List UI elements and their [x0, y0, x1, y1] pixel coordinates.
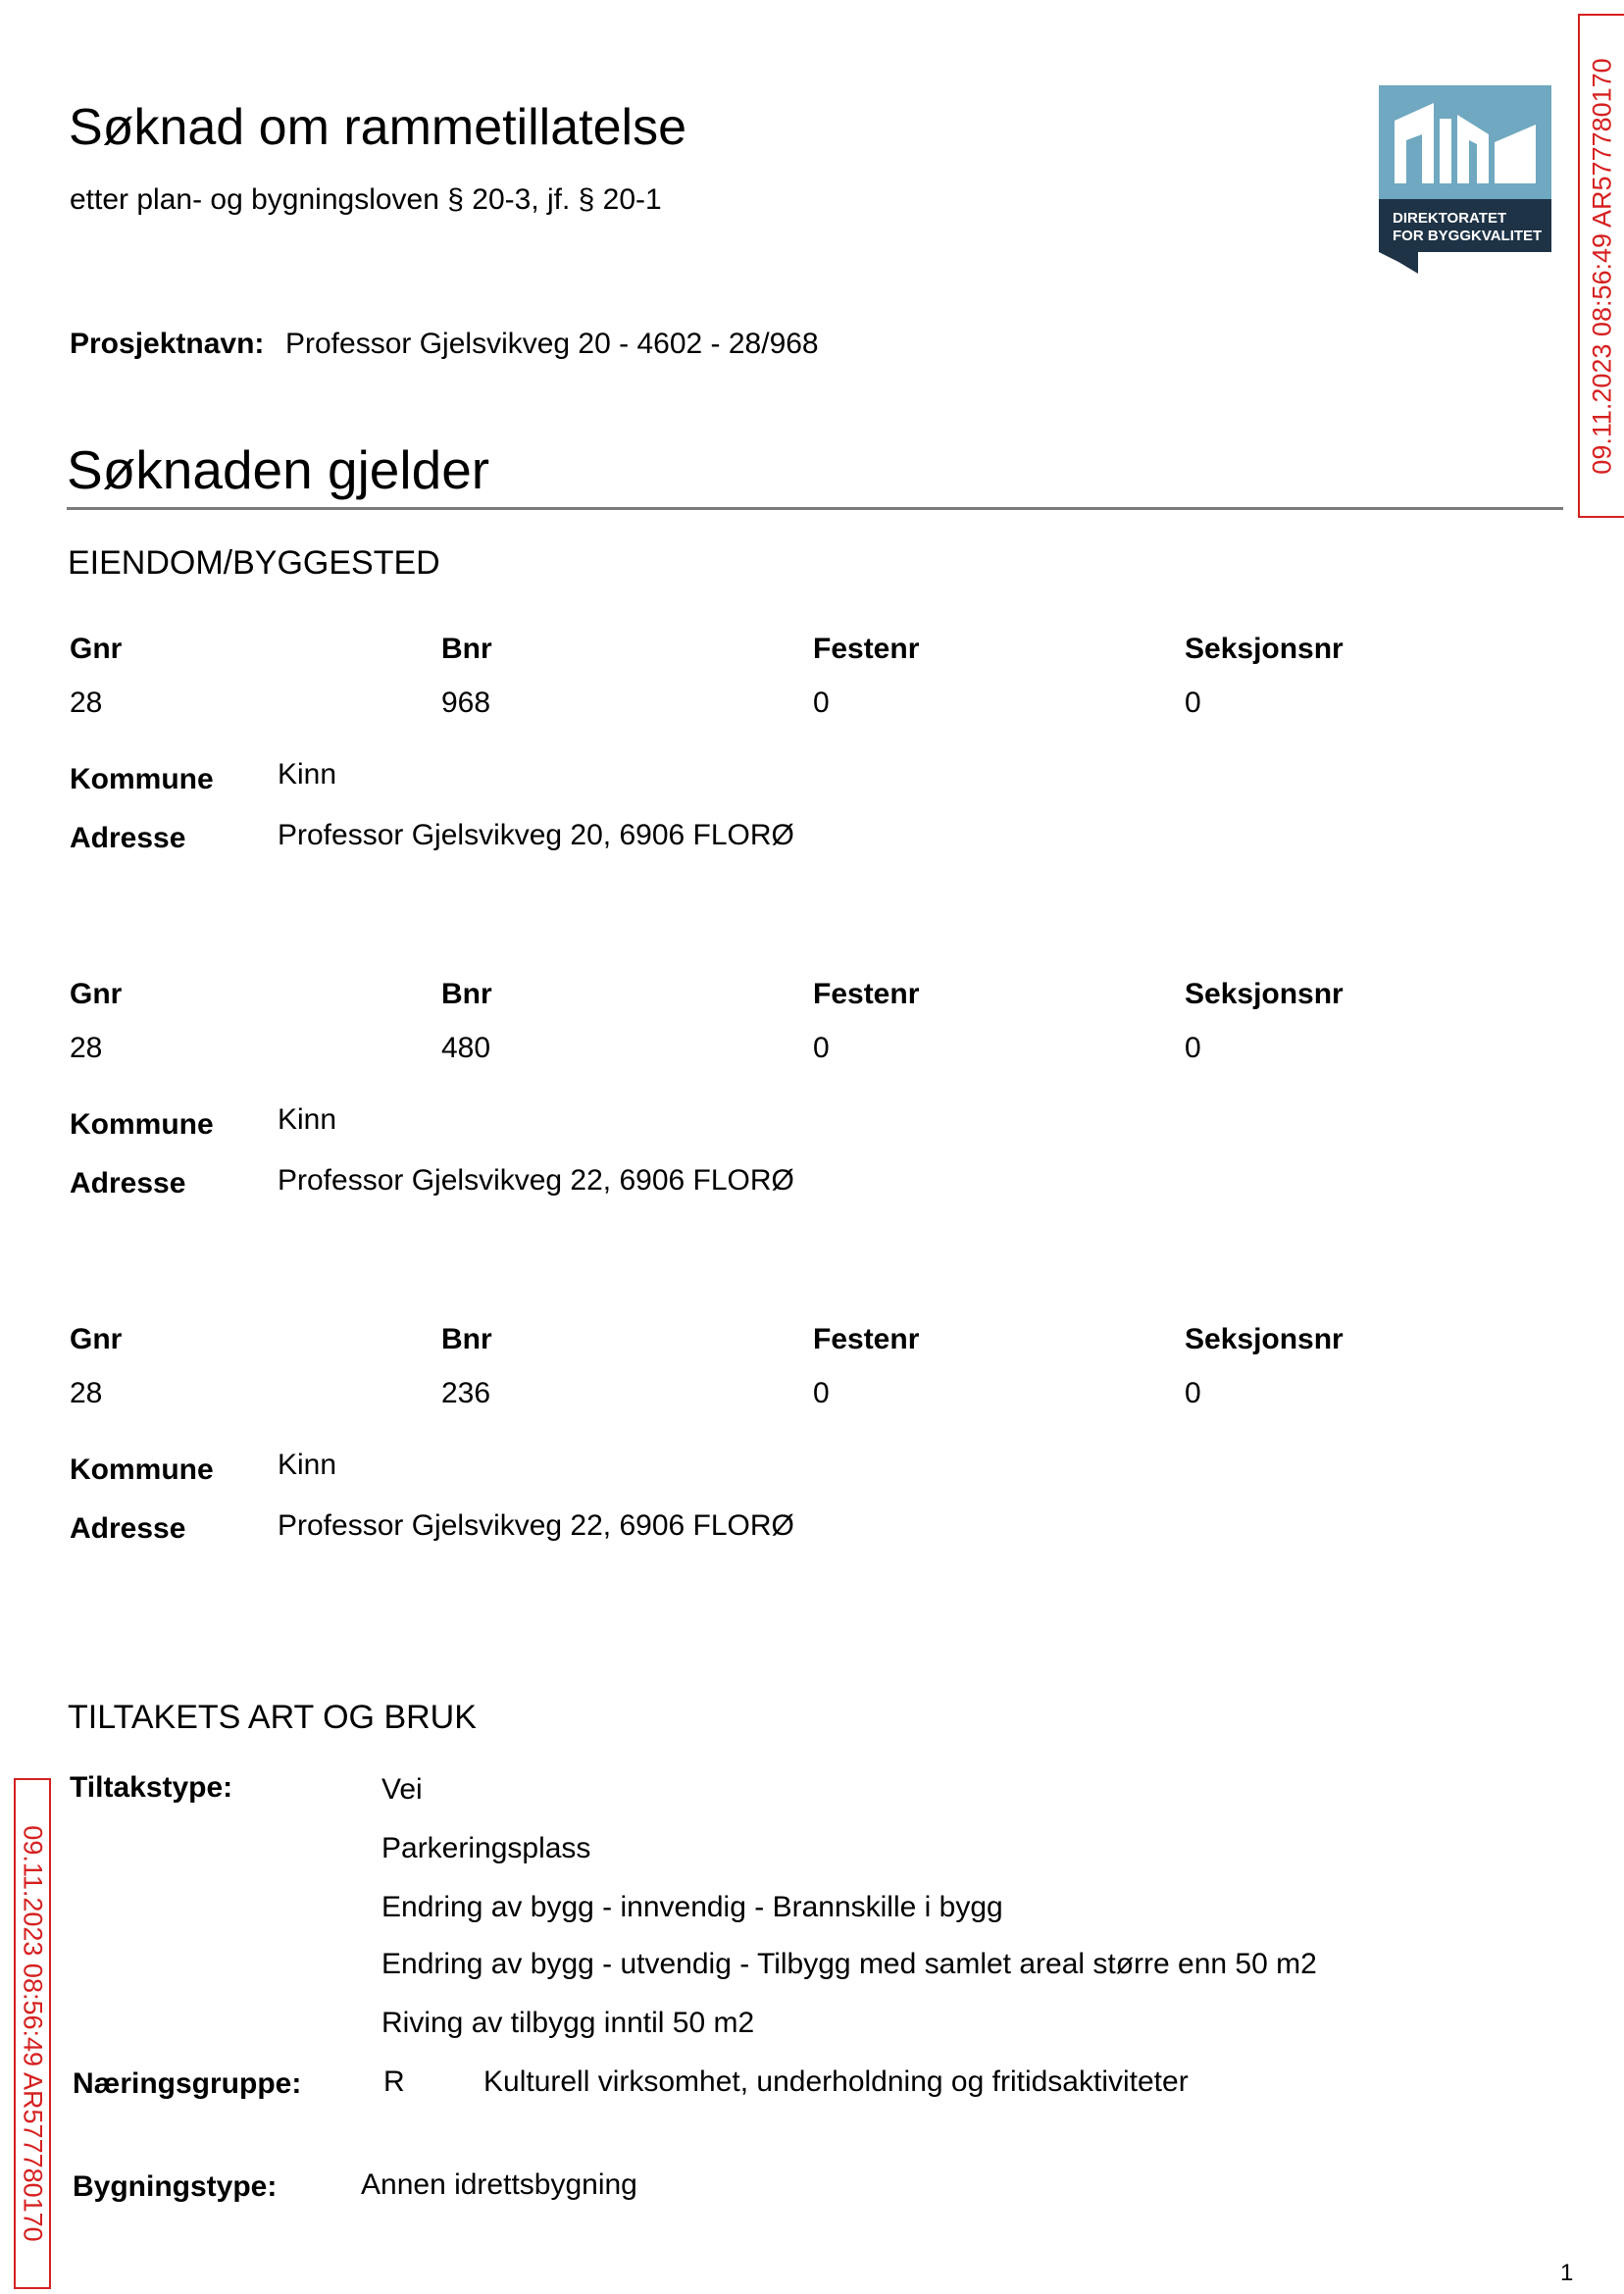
- tiltakstype-item: Riving av tilbygg inntil 50 m2: [381, 2007, 755, 2039]
- section-heading: Søknaden gjelder: [67, 439, 490, 500]
- archive-stamp-top: [1578, 14, 1624, 518]
- seksjonsnr-header: Seksjonsnr: [1185, 1323, 1344, 1355]
- kommune-value: Kinn: [278, 758, 337, 790]
- gnr-header: Gnr: [70, 1323, 123, 1355]
- svg-text:DIREKTORATET: DIREKTORATET: [1393, 210, 1507, 227]
- festenr-header: Festenr: [813, 633, 920, 665]
- seksjonsnr-value: 0: [1185, 687, 1201, 719]
- kommune-label: Kommune: [70, 763, 214, 795]
- gnr-value: 28: [70, 1377, 103, 1409]
- bnr-value: 480: [441, 1032, 491, 1064]
- seksjonsnr-value: 0: [1185, 1377, 1201, 1409]
- bnr-value: 236: [441, 1377, 491, 1409]
- page-number: 1: [1560, 2260, 1574, 2286]
- section-divider: [67, 507, 1563, 510]
- tiltakstype-item: Parkeringsplass: [381, 1832, 591, 1864]
- kommune-label: Kommune: [70, 1108, 214, 1141]
- adresse-label: Adresse: [70, 1512, 186, 1545]
- bnr-header: Bnr: [441, 633, 492, 665]
- archive-stamp-text: 09.11.2023 08:56:49 AR577780170: [1587, 57, 1617, 475]
- project-name-label: Prosjektnavn:: [70, 328, 265, 360]
- tiltakstype-item: Endring av bygg - innvendig - Brannskille i bygg: [381, 1891, 1003, 1923]
- festenr-header: Festenr: [813, 1323, 920, 1355]
- seksjonsnr-header: Seksjonsnr: [1185, 633, 1344, 665]
- tiltakstype-item: Vei: [381, 1773, 423, 1806]
- gnr-header: Gnr: [70, 978, 123, 1010]
- adresse-label: Adresse: [70, 822, 186, 854]
- kommune-value: Kinn: [278, 1449, 337, 1481]
- festenr-header: Festenr: [813, 978, 920, 1010]
- seksjonsnr-value: 0: [1185, 1032, 1201, 1064]
- adresse-value: Professor Gjelsvikveg 22, 6906 FLORØ: [278, 1164, 794, 1197]
- festenr-value: 0: [813, 687, 830, 719]
- tiltakstype-item: Endring av bygg - utvendig - Tilbygg med samlet areal større enn 50 m2: [381, 1948, 1317, 1980]
- bygningstype-value: Annen idrettsbygning: [361, 2168, 637, 2201]
- tiltakstype-label: Tiltakstype:: [70, 1771, 233, 1804]
- bygningstype-label: Bygningstype:: [73, 2170, 278, 2203]
- adresse-value: Professor Gjelsvikveg 22, 6906 FLORØ: [278, 1509, 794, 1542]
- seksjonsnr-header: Seksjonsnr: [1185, 978, 1344, 1010]
- archive-stamp-left: [14, 1778, 51, 2289]
- gnr-value: 28: [70, 687, 103, 719]
- svg-text:FOR BYGGKVALITET: FOR BYGGKVALITET: [1393, 228, 1543, 244]
- document-subtitle: etter plan- og bygningsloven § 20-3, jf. § 20-1: [70, 183, 662, 216]
- gnr-value: 28: [70, 1032, 103, 1064]
- archive-stamp-text: 09.11.2023 08:56:49 AR577780170: [18, 1825, 48, 2242]
- naeringsgruppe-code: R: [383, 2065, 405, 2098]
- gnr-header: Gnr: [70, 633, 123, 665]
- kommune-value: Kinn: [278, 1103, 337, 1136]
- festenr-value: 0: [813, 1032, 830, 1064]
- project-name-value: Professor Gjelsvikveg 20 - 4602 - 28/968: [285, 328, 819, 360]
- naeringsgruppe-label: Næringsgruppe:: [73, 2067, 302, 2100]
- bnr-header: Bnr: [441, 978, 492, 1010]
- document-title: Søknad om rammetillatelse: [69, 99, 686, 156]
- bnr-header: Bnr: [441, 1323, 492, 1355]
- property-heading: EIENDOM/BYGGESTED: [68, 544, 440, 582]
- bnr-value: 968: [441, 687, 491, 719]
- kommune-label: Kommune: [70, 1453, 214, 1486]
- dibk-logo: [1379, 85, 1551, 274]
- tiltak-heading: TILTAKETS ART OG BRUK: [68, 1699, 477, 1736]
- dibk-logo-icon: [1379, 85, 1551, 274]
- naeringsgruppe-text: Kulturell virksomhet, underholdning og fritidsaktiviteter: [483, 2065, 1189, 2098]
- adresse-label: Adresse: [70, 1167, 186, 1199]
- adresse-value: Professor Gjelsvikveg 20, 6906 FLORØ: [278, 819, 794, 851]
- festenr-value: 0: [813, 1377, 830, 1409]
